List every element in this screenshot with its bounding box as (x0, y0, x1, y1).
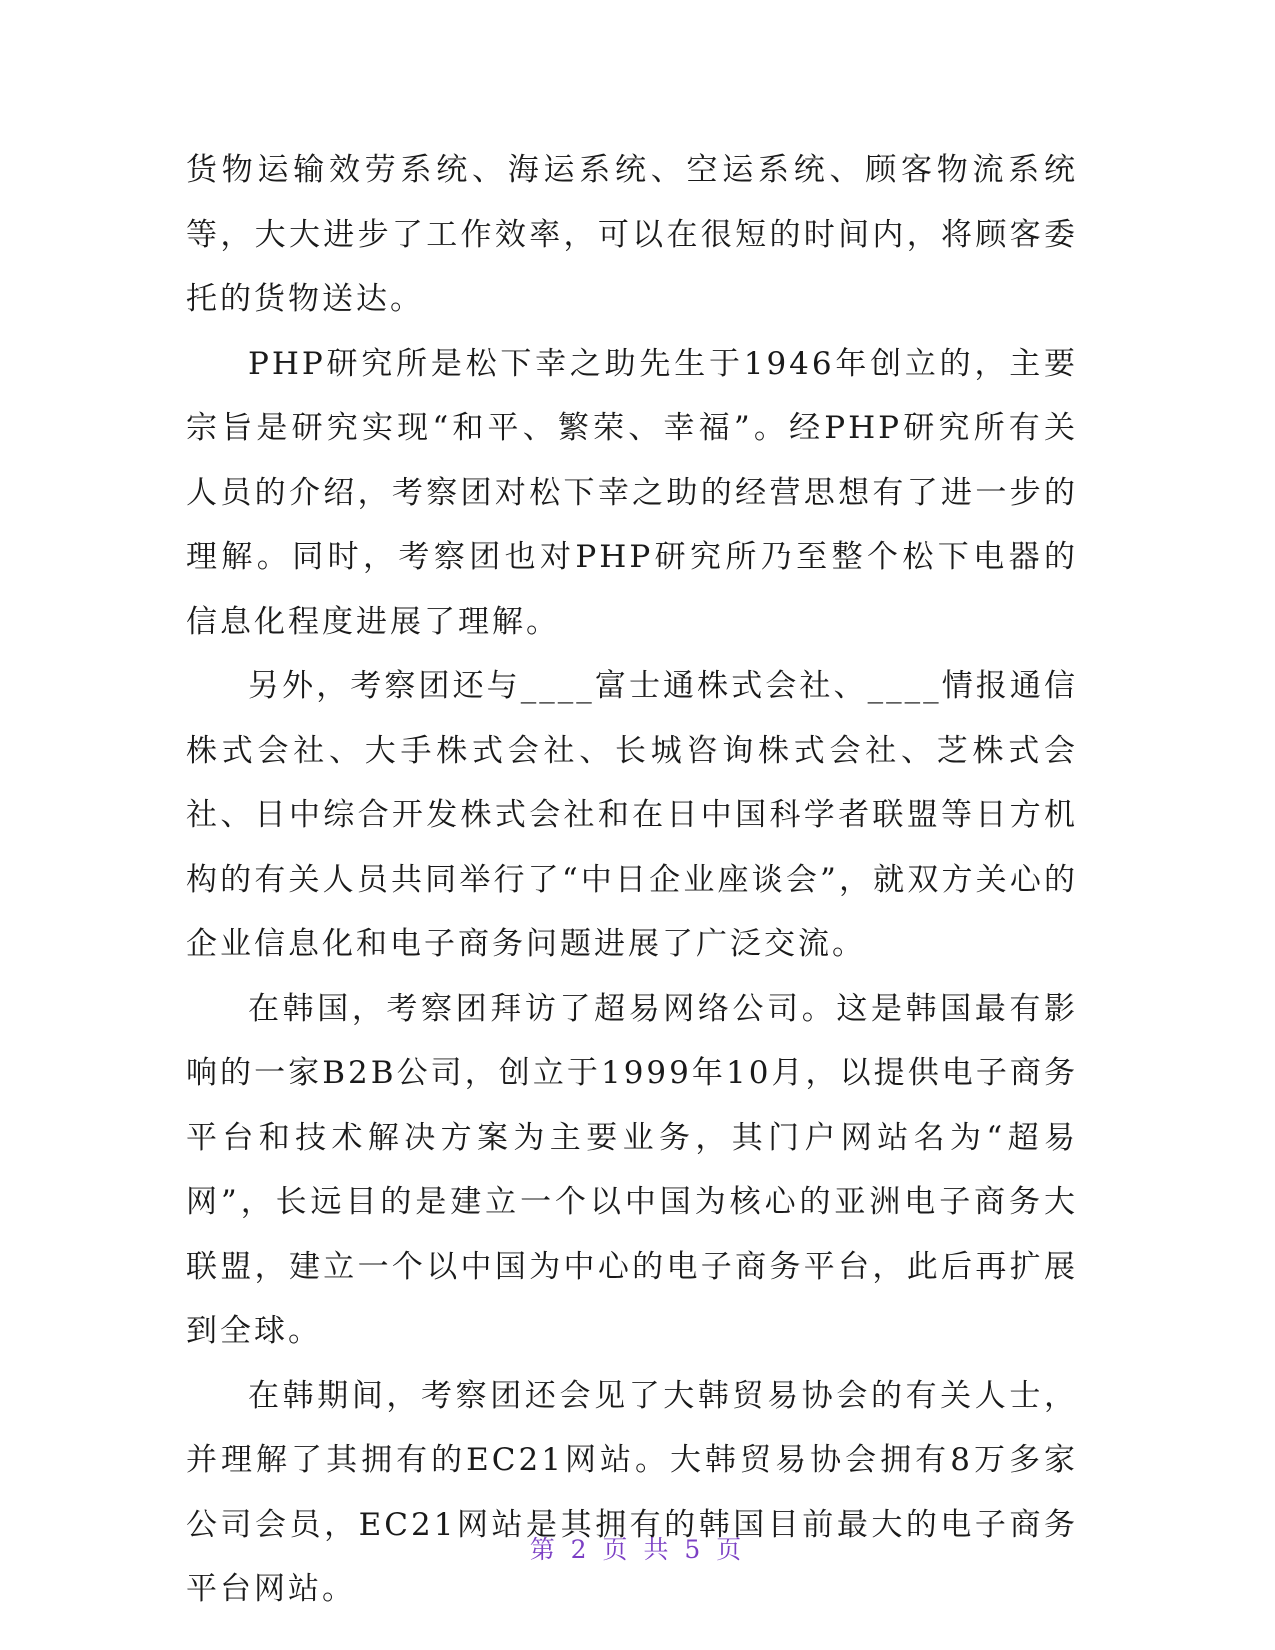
page-number-footer (0, 1530, 1275, 1566)
footer-middle: 页 共 (602, 1535, 673, 1564)
document-body (186, 138, 1078, 1622)
paragraph-5: 在韩期间，考察团还会见了大韩贸易协会的有关人士，并理解了其拥有的EC21网站。大韩贸易协会拥有8万多家公司会员，EC21网站是其拥有的韩国目前最大的电子商务平台网站。 (186, 1377, 1078, 1607)
footer-current-page: 2 (570, 1535, 591, 1564)
paragraph-2: PHP研究所是松下幸之助先生于1946年创立的，主要宗旨是研究实现“和平、繁荣、幸福”。经PHP研究所有关人员的介绍，考察团对松下幸之助的经营思想有了进一步的理解。同时，考察团也对PHP研究所乃至整个松下电器的信息化程度进展了理解。 (186, 345, 1078, 640)
footer-suffix: 页 (716, 1535, 746, 1564)
paragraph-3: 另外，考察团还与____富士通株式会社、____情报通信株式会社、大手株式会社、长城咨询株式会社、芝株式会社、日中综合开发株式会社和在日中国科学者联盟等日方机构的有关人员共同举行了“中日企业座谈会”，就双方关心的企业信息化和电子商务问题进展了广泛交流。 (186, 668, 1078, 962)
paragraph-4: 在韩国，考察团拜访了超易网络公司。这是韩国最有影响的一家B2B公司，创立于1999年10月，以提供电子商务平台和技术解决方案为主要业务，其门户网站名为“超易网”，长远目的是建立一个以中国为核心的亚洲电子商务大联盟，建立一个以中国为中心的电子商务平台，此后再扩展到全球。 (186, 990, 1078, 1349)
paragraph-1: 货物运输效劳系统、海运系统、空运系统、顾客物流系统等，大大进步了工作效率，可以在很短的时间内，将顾客委托的货物送达。 (186, 152, 1078, 317)
footer-prefix: 第 (529, 1535, 559, 1564)
footer-total-pages: 5 (684, 1535, 705, 1564)
